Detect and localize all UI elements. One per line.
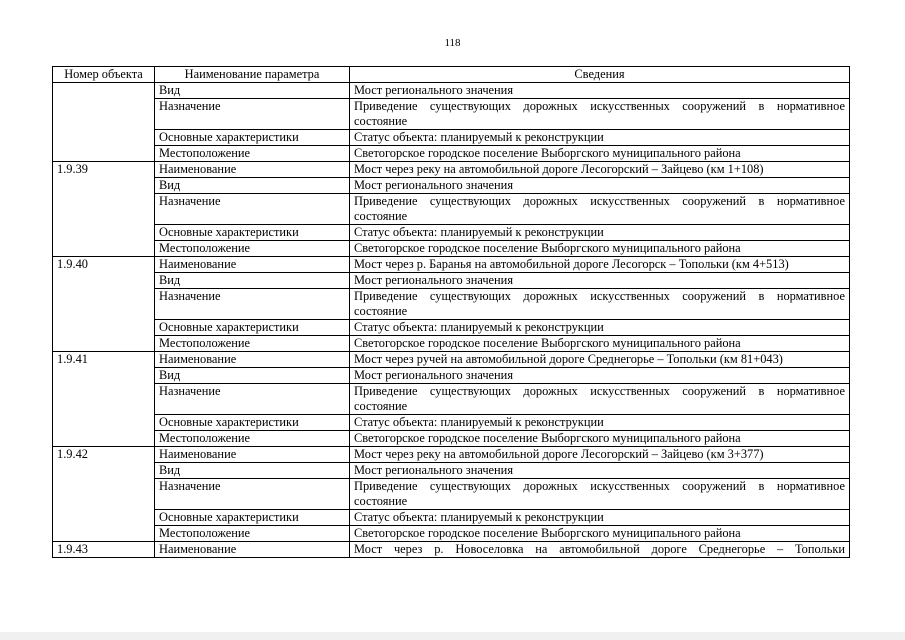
- details-cell: Статус объекта: планируемый к реконструкции: [350, 510, 850, 526]
- details-cell: Приведение существующих дорожных искусственных сооружений в нормативное состояние: [350, 384, 850, 415]
- parameter-name-cell: Наименование: [155, 352, 350, 368]
- details-cell: Светогорское городское поселение Выборгского муниципального района: [350, 241, 850, 257]
- table-row: [53, 273, 850, 289]
- parameter-name-cell: Основные характеристики: [155, 130, 350, 146]
- table-row: [53, 241, 850, 257]
- table-row: [53, 463, 850, 479]
- details-cell: Мост регионального значения: [350, 273, 850, 289]
- parameter-name-cell: Местоположение: [155, 241, 350, 257]
- table-row: [53, 162, 850, 178]
- details-cell: Статус объекта: планируемый к реконструкции: [350, 130, 850, 146]
- details-cell: Светогорское городское поселение Выборгского муниципального района: [350, 336, 850, 352]
- parameter-name-cell: Вид: [155, 83, 350, 99]
- object-number-cell: 1.9.43: [53, 542, 155, 558]
- parameter-name-cell: Вид: [155, 368, 350, 384]
- table-row: [53, 194, 850, 225]
- details-cell: Приведение существующих дорожных искусственных сооружений в нормативное состояние: [350, 99, 850, 130]
- details-cell: Мост через р. Новоселовка на автомобильной дороге Среднегорье – Топольки: [350, 542, 850, 558]
- page-number: 118: [444, 37, 461, 49]
- parameter-name-cell: Местоположение: [155, 431, 350, 447]
- details-cell: Мост регионального значения: [350, 83, 850, 99]
- parameter-name-cell: Основные характеристики: [155, 415, 350, 431]
- parameter-name-cell: Наименование: [155, 162, 350, 178]
- details-cell: Мост через реку на автомобильной дороге Лесогорский – Зайцево (км 1+108): [350, 162, 850, 178]
- details-cell: Приведение существующих дорожных искусственных сооружений в нормативное состояние: [350, 289, 850, 320]
- table-row: [53, 289, 850, 320]
- details-cell: Светогорское городское поселение Выборгского муниципального района: [350, 526, 850, 542]
- table-row: [53, 336, 850, 352]
- parameter-name-cell: Назначение: [155, 384, 350, 415]
- object-number-cell: 1.9.40: [53, 257, 155, 352]
- table-row: [53, 146, 850, 162]
- details-cell: Светогорское городское поселение Выборгского муниципального района: [350, 431, 850, 447]
- details-cell: Статус объекта: планируемый к реконструкции: [350, 320, 850, 336]
- table-row: [53, 257, 850, 273]
- parameter-name-cell: Наименование: [155, 542, 350, 558]
- object-number-cell: 1.9.42: [53, 447, 155, 542]
- table-row: [53, 178, 850, 194]
- table-row: [53, 431, 850, 447]
- header-details: Сведения: [350, 67, 850, 83]
- table-header-row: [53, 67, 850, 83]
- table-row: [53, 352, 850, 368]
- table-row: [53, 225, 850, 241]
- table-row: [53, 447, 850, 463]
- table-row: [53, 99, 850, 130]
- parameter-name-cell: Вид: [155, 273, 350, 289]
- object-number-cell: [53, 83, 155, 162]
- parameter-name-cell: Назначение: [155, 289, 350, 320]
- table-row: [53, 320, 850, 336]
- table-row: [53, 83, 850, 99]
- details-cell: Мост регионального значения: [350, 463, 850, 479]
- parameter-name-cell: Наименование: [155, 257, 350, 273]
- table-row: [53, 130, 850, 146]
- table-row: [53, 526, 850, 542]
- table-row: [53, 368, 850, 384]
- parameter-name-cell: Основные характеристики: [155, 320, 350, 336]
- parameter-name-cell: Назначение: [155, 479, 350, 510]
- parameter-name-cell: Назначение: [155, 99, 350, 130]
- parameter-name-cell: Местоположение: [155, 526, 350, 542]
- parameter-name-cell: Наименование: [155, 447, 350, 463]
- parameter-name-cell: Местоположение: [155, 336, 350, 352]
- table-row: [53, 479, 850, 510]
- object-number-cell: 1.9.39: [53, 162, 155, 257]
- details-cell: Статус объекта: планируемый к реконструкции: [350, 225, 850, 241]
- table-row: [53, 415, 850, 431]
- parameter-name-cell: Вид: [155, 463, 350, 479]
- parameter-name-cell: Основные характеристики: [155, 510, 350, 526]
- objects-table: [52, 66, 850, 558]
- parameter-name-cell: Местоположение: [155, 146, 350, 162]
- parameter-name-cell: Назначение: [155, 194, 350, 225]
- details-cell: Приведение существующих дорожных искусственных сооружений в нормативное состояние: [350, 194, 850, 225]
- table-row: [53, 510, 850, 526]
- table-row: [53, 542, 850, 558]
- object-number-cell: 1.9.41: [53, 352, 155, 447]
- details-cell: Мост через ручей на автомобильной дороге Среднегорье – Топольки (км 81+043): [350, 352, 850, 368]
- details-cell: Статус объекта: планируемый к реконструкции: [350, 415, 850, 431]
- parameter-name-cell: Вид: [155, 178, 350, 194]
- header-parameter-name: Наименование параметра: [155, 67, 350, 83]
- page-bottom-edge: [0, 632, 905, 640]
- details-cell: Светогорское городское поселение Выборгского муниципального района: [350, 146, 850, 162]
- table-row: [53, 384, 850, 415]
- header-object-number: Номер объекта: [53, 67, 155, 83]
- details-cell: Приведение существующих дорожных искусственных сооружений в нормативное состояние: [350, 479, 850, 510]
- details-cell: Мост через р. Баранья на автомобильной дороге Лесогорск – Топольки (км 4+513): [350, 257, 850, 273]
- details-cell: Мост регионального значения: [350, 178, 850, 194]
- parameter-name-cell: Основные характеристики: [155, 225, 350, 241]
- details-cell: Мост через реку на автомобильной дороге Лесогорский – Зайцево (км 3+377): [350, 447, 850, 463]
- details-cell: Мост регионального значения: [350, 368, 850, 384]
- table-body: [53, 83, 850, 558]
